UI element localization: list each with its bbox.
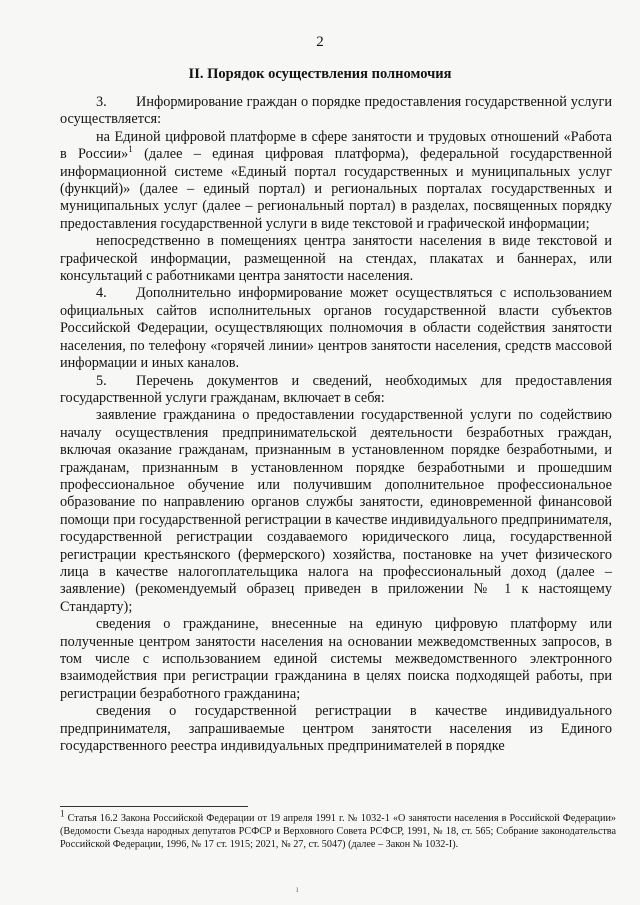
paragraph-text: сведения о гражданине, внесенные на единую цифровую платформу или полученные центром занятости населения на основании межведомственных запросов, в том числе с использованием единой системы межведомственного электронного взаимодействия при регистрации гражданина в целях поиска подходящей работы, при регистрации безработного гражданина;	[60, 616, 612, 702]
paragraph-text: Дополнительно информирование может осуществляться с использованием официальных сайтов исполнительных органов государственной власти субъектов Российской Федерации, осуществляющих полномочия в области содействия занятости населения, по телефону «горячей линии» центров занятости населения, средств массовой информации и иных каналов.	[60, 285, 612, 372]
paragraph-3	[60, 94, 612, 129]
paragraph-registration-info	[60, 703, 612, 755]
page-number: 2	[316, 34, 324, 50]
paragraph-text: непосредственно в помещениях центра занятости населения в виде текстовой и графической информации, размещенной на стендах, плакатах и баннерах, или консультаций с работниками центра занятости населения.	[60, 233, 612, 285]
paragraph-premises	[60, 233, 612, 285]
section-title: II. Порядок осуществления полномочия	[188, 66, 452, 82]
footnote	[60, 808, 617, 851]
footnote-divider	[60, 806, 248, 807]
paragraph-text: на Единой цифровой платформе в сфере занятости и трудовых отношений «Работа в России»	[60, 128, 612, 163]
paragraph-4	[60, 285, 612, 372]
document-body	[60, 94, 612, 755]
paragraph-5	[60, 373, 612, 408]
paragraph-digital-platform	[60, 129, 612, 233]
page-mark: ı	[296, 884, 299, 894]
footnote-reference[interactable]: 1	[128, 144, 133, 155]
footnote-text: Статья 16.2 Закона Российской Федерации от 19 апреля 1991 г. № 1032-1 «О занятости населения в Российской Федерации» (Ведомости Съезда народных депутатов РСФСР и Верховного Совета РСФСР, 1991, № 18, ст. 565; Собрание законодательства Российской Федерации, 1996, № 17 ст. 1915; 2021, № 27, ст. 5047) (далее – Закон № 1032-I).	[60, 813, 617, 850]
paragraph-application	[60, 407, 612, 616]
paragraph-text: сведения о государственной регистрации в качестве индивидуального предпринимателя, запрашиваемые центром занятости населения из Единого государственного реестра индивидуальных предпринимателей в порядке	[60, 703, 612, 755]
paragraph-number: 3.	[96, 94, 107, 110]
paragraph-number: 4.	[96, 285, 107, 302]
paragraph-text-continued: (далее – единая цифровая платформа), федеральной государственной информационной системе «Единый портал государственных и муниципальных услуг (функций)» (далее – единый портал) и региональных порталах государственных и муниципальных услуг (далее – региональный портал) в разделах, посвященных порядку предоставления государственной услуги в виде текстовой и графической информации;	[60, 146, 612, 232]
paragraph-text: Перечень документов и сведений, необходимых для предоставления государственной услуги гражданам, включает в себя:	[60, 372, 612, 406]
paragraph-text: Информирование граждан о порядке предоставления государственной услуги осуществляется:	[60, 94, 612, 128]
paragraph-number: 5.	[96, 372, 107, 389]
footnote-mark: 1	[60, 808, 65, 819]
paragraph-citizen-info	[60, 616, 612, 703]
paragraph-text: заявление гражданина о предоставлении государственной услуги по содействию началу осуществления предпринимательской деятельности безработных граждан, включая оказание гражданам, признанным в установленном порядке безработными, и гражданам, признанным в установленном порядке безработными и прошедшим профессиональное обучение или получившим дополнительное профессиональное образование по направлению органов службы занятости, единовременной финансовой помощи при государственной регистрации в качестве индивидуального предпринимателя, государственной регистрации создаваемого юридического лица, государственной регистрации крестьянского (фермерского) хозяйства, постановке на учет физического лица в качестве налогоплательщика налога на профессиональный доход (далее – заявление) (рекомендуемый образец приведен в приложении № 1 к настоящему Стандарту);	[60, 407, 612, 615]
